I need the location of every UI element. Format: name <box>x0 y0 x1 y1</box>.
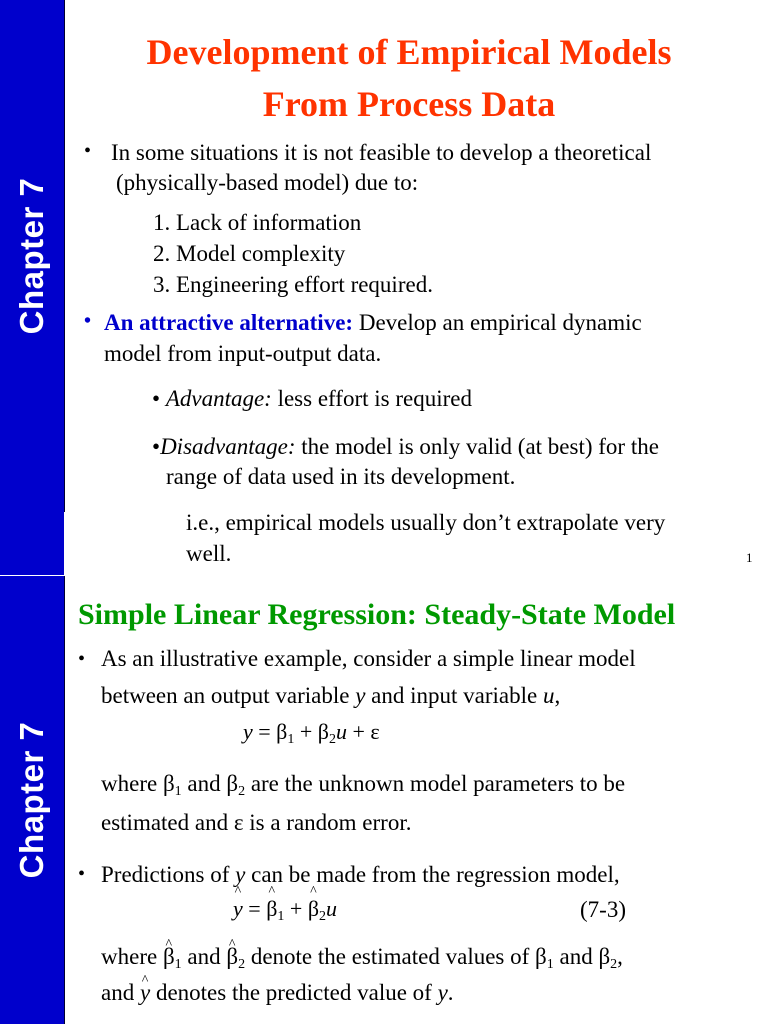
bullet-icon: • <box>78 863 86 885</box>
example-line-1: As an illustrative example, consider a simple linear model <box>101 646 636 671</box>
text-run: can be made from the regression model, <box>245 862 620 887</box>
text-run: where <box>101 944 163 969</box>
reason-2: 2. Model complexity <box>153 241 346 266</box>
bullet-icon: • <box>84 310 92 332</box>
text-run: , <box>617 944 623 969</box>
params-line-1: where $\beta_1$ and $\beta_2$ are the unknown model parameters to be <box>101 771 626 799</box>
text-run: and β <box>553 944 611 969</box>
slide-title-line-2: From Process Data <box>262 84 556 124</box>
text-run: denote the estimated values of β <box>245 944 547 969</box>
text-run: and <box>101 980 140 1005</box>
prediction-line: Predictions of y can be made from the regression model, <box>101 862 620 887</box>
chapter-sidebar <box>0 0 65 512</box>
sidebar-extension <box>0 512 64 575</box>
page-number: 1 <box>746 550 753 565</box>
estimates-line-2: and ^ y denotes the predicted value of y. <box>101 978 454 1008</box>
reason-3: 3. Engineering effort required. <box>153 272 433 297</box>
advantage-label: Advantage: <box>165 386 272 411</box>
intro-line-1: In some situations it is not feasible to develop a theoretical <box>111 140 652 165</box>
alternative-text: Develop an empirical dynamic <box>353 310 642 335</box>
disadvantage-text: the model is only valid (at best) for the <box>295 434 659 459</box>
alternative-label: An attractive alternative: <box>104 310 354 335</box>
ie-line-2: well. <box>186 541 232 566</box>
alternative-line-1 <box>104 308 642 338</box>
text-run: , <box>554 683 561 708</box>
bullet-icon: • <box>78 648 86 670</box>
text-run: . <box>447 980 454 1005</box>
slide-2 <box>0 576 768 1024</box>
chapter-sidebar <box>0 576 65 1024</box>
var-u: u <box>542 683 555 708</box>
disadvantage-label: Disadvantage: <box>160 434 296 459</box>
bullet-icon: • <box>84 140 92 162</box>
text-run: and <box>187 944 227 969</box>
text-run: Predictions of <box>101 862 236 887</box>
prediction-equation: ^ y = ^ $\beta_1$ + ^ $\beta_2u$ <box>233 896 337 925</box>
equation-number: (7-3) <box>580 897 626 922</box>
intro-line-2: (physically-based model) due to: <box>116 170 419 195</box>
chapter-label: Chapter 7 <box>13 177 50 335</box>
text-run: between an output variable <box>101 683 356 708</box>
ie-line-1: i.e., empirical models usually don’t extrapolate very <box>186 510 666 535</box>
regression-equation: $y = \beta_1 + \beta_2u + \varepsilon$ <box>243 719 380 747</box>
text-run: and input variable <box>365 683 543 708</box>
estimates-line-1: where ^ $\beta_1$ and ^ $\beta_2$ denote the estimated values of $\beta_1$ and $\beta_2$, <box>101 942 623 980</box>
text-run: are the unknown model parameters to be <box>250 771 626 796</box>
advantage-text: less effort is required <box>271 386 472 411</box>
slide-title-line-1: Development of Empirical Models <box>146 32 672 72</box>
example-line-2 <box>101 681 560 711</box>
disadvantage-line-2: range of data used in its development. <box>166 464 516 489</box>
var-y: y <box>355 683 366 708</box>
disadvantage-line-1: •Disadvantage: the model is only valid (at best) for the <box>152 434 659 459</box>
alternative-line-2: model from input-output data. <box>104 341 382 366</box>
params-line-2: estimated and ε is a random error. <box>101 810 412 835</box>
text-run: and <box>187 771 227 796</box>
text-run: denotes the predicted value of <box>155 980 438 1005</box>
chapter-label: Chapter 7 <box>13 721 50 879</box>
slide-title: Simple Linear Regression: Steady-State Model <box>78 598 676 631</box>
reason-1: 1. Lack of information <box>153 210 362 235</box>
advantage-line: • Advantage: less effort is required <box>152 386 472 411</box>
text-run: where <box>101 771 163 796</box>
